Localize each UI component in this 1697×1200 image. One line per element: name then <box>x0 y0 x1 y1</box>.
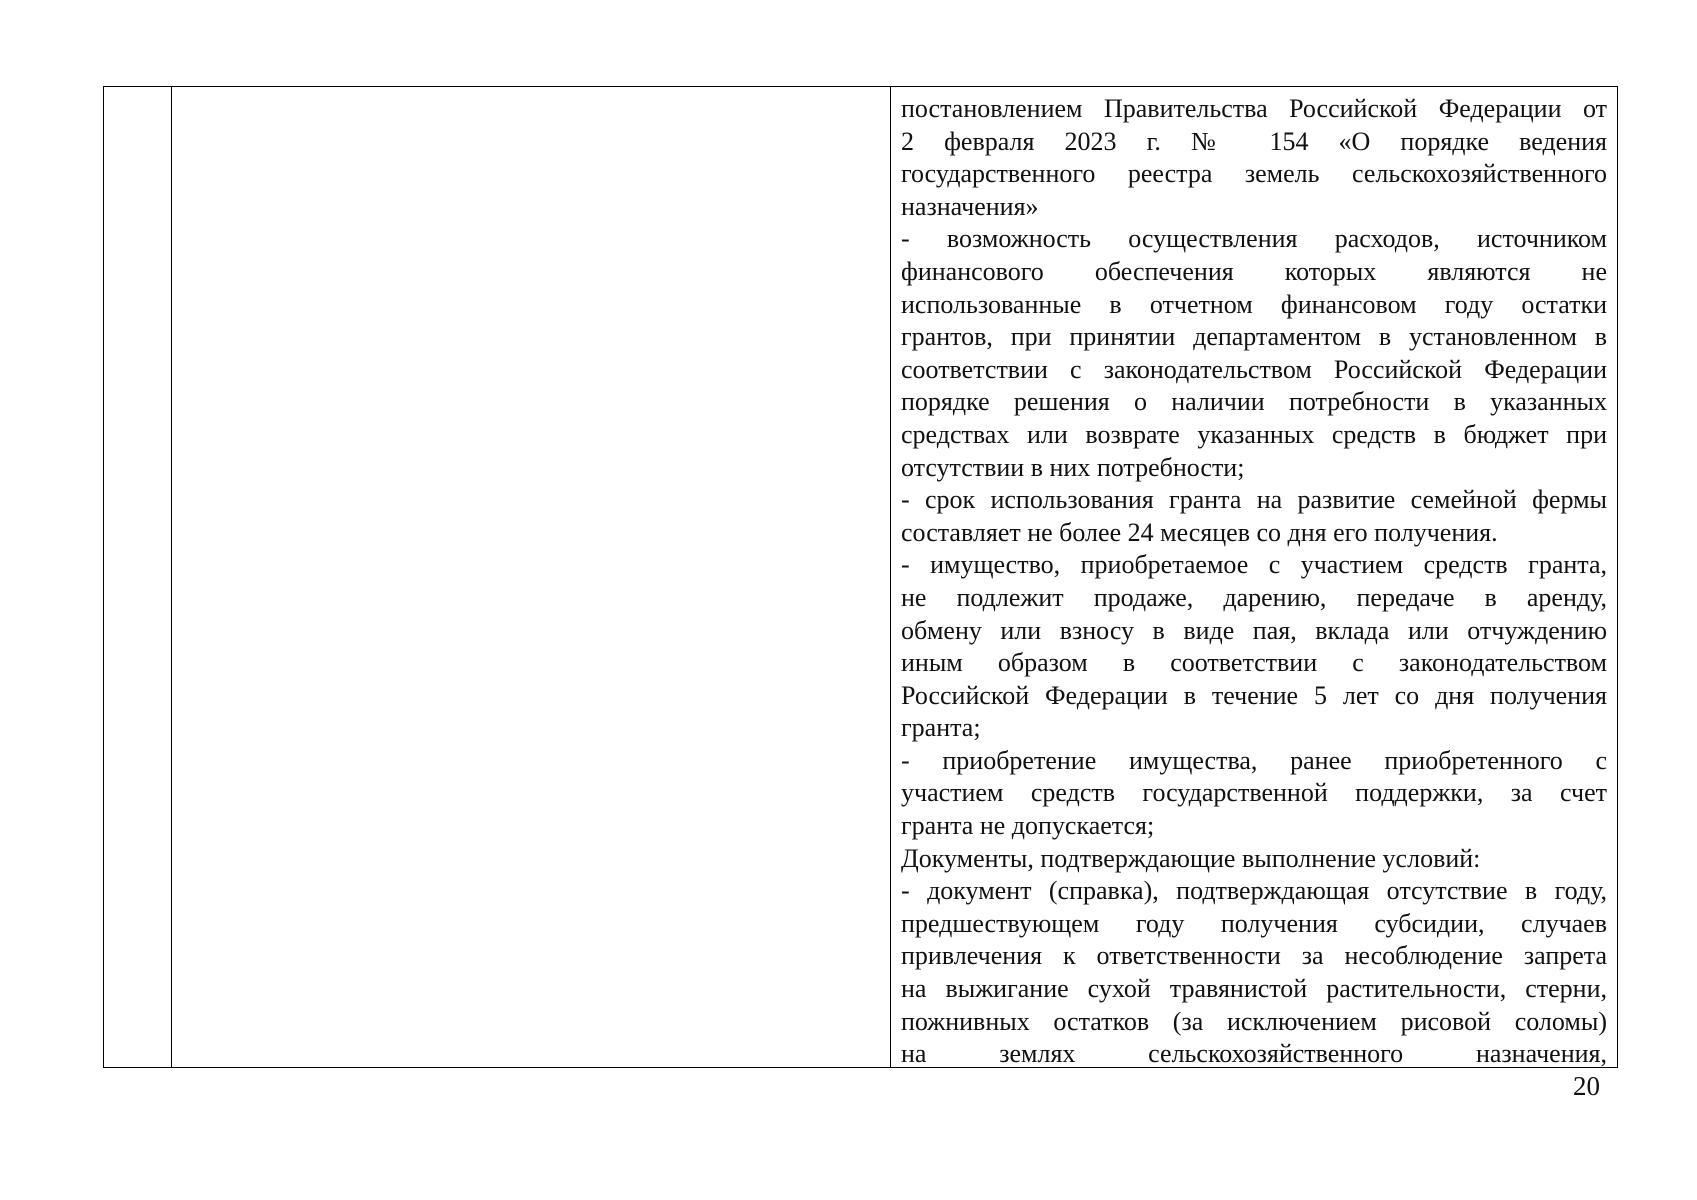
text-line: привлечения к ответственности за несоблюдение запрета <box>901 941 1607 971</box>
text-line: соответствии с законодательством Российской Федерации <box>901 354 1607 384</box>
text-line: - имущество, приобретаемое с участием средств гранта, <box>901 550 1607 580</box>
text-line: отсутствии в них потребности; <box>901 452 1245 482</box>
text-line: государственного реестра земель сельскохозяйственного <box>901 159 1607 189</box>
text-line: на выжигание сухой травянистой растительности, стерни, <box>901 974 1607 1004</box>
text-line: участием средств государственной поддержки, за счет <box>901 778 1607 808</box>
row-name-cell <box>172 87 891 1067</box>
text-line: на землях сельскохозяйственного назначения, <box>901 1039 1607 1067</box>
text-line: обмену или взносу в виде пая, вклада или отчуждению <box>901 615 1607 645</box>
text-line: - документ (справка), подтверждающая отсутствие в году, <box>901 876 1607 906</box>
text-line: постановлением Правительства Российской Федерации от <box>901 94 1607 123</box>
text-line: иным образом в соответствии с законодательством <box>901 648 1607 678</box>
text-line: - срок использования гранта на развитие семейной фермы <box>901 485 1607 515</box>
text-line: не подлежит продаже, дарению, передаче в аренду, <box>901 582 1607 612</box>
text-line: порядке решения о наличии потребности в указанных <box>901 387 1607 417</box>
text-line: предшествующем году получения субсидии, случаев <box>901 908 1607 938</box>
row-number-cell <box>104 87 172 1067</box>
document-table <box>103 86 1618 1068</box>
row-conditions-cell <box>891 87 1617 1067</box>
text-line: Российской Федерации в течение 5 лет со дня получения <box>901 680 1607 710</box>
text-line: составляет не более 24 месяцев со дня его получения. <box>901 517 1498 547</box>
text-line: средствах или возврате указанных средств в бюджет при <box>901 419 1607 449</box>
page-number: 20 <box>1573 1071 1600 1101</box>
text-line: Документы, подтверждающие выполнение условий: <box>901 843 1481 873</box>
text-line: - приобретение имущества, ранее приобретенного с <box>901 745 1607 775</box>
text-line: использованные в отчетном финансовом году остатки <box>901 289 1607 319</box>
text-line: грантов, при принятии департаментом в установленном в <box>901 322 1607 352</box>
text-line: - возможность осуществления расходов, источником <box>901 224 1607 254</box>
text-line: гранта не допускается; <box>901 811 1155 841</box>
text-line: назначения» <box>901 191 1039 221</box>
text-line: гранта; <box>901 713 981 743</box>
text-line: 2 февраля 2023 г. № 154 «О порядке ведения <box>901 126 1607 156</box>
text-line: финансового обеспечения которых являются не <box>901 256 1607 286</box>
text-line: пожнивных остатков (за исключением рисовой соломы) <box>901 1006 1607 1036</box>
